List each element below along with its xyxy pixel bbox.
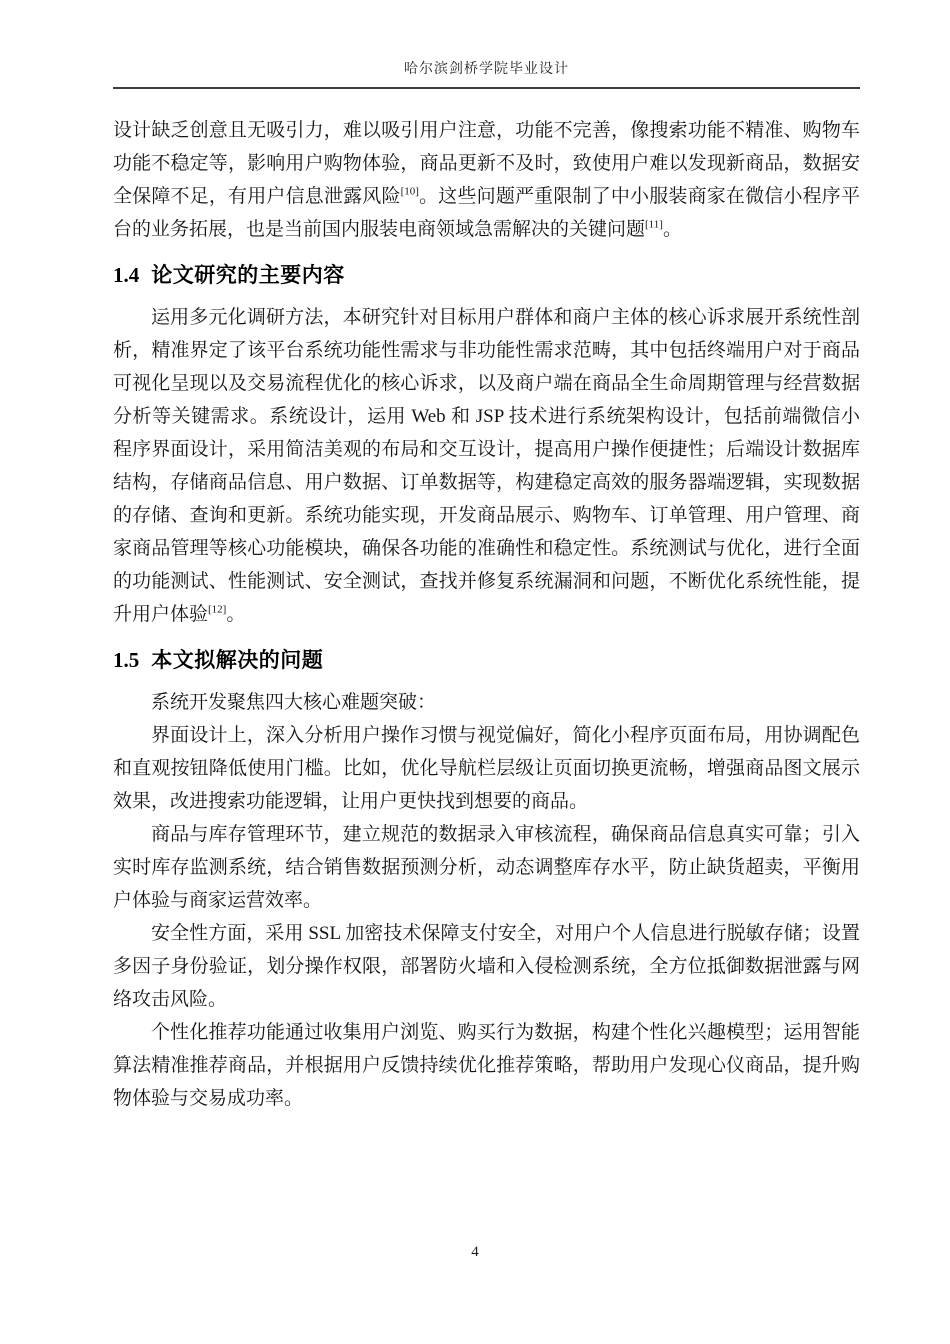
section-number: 1.4 bbox=[113, 263, 140, 287]
paragraph: 个性化推荐功能通过收集用户浏览、购买行为数据，构建个性化兴趣模型；运用智能算法精准推荐商品，并根据用户反馈持续优化推荐策略，帮助用户发现心仪商品，提升购物体验与交易成功率。 bbox=[113, 1022, 860, 1109]
page-number: 4 bbox=[471, 1244, 479, 1260]
paragraph: 运用多元化调研方法，本研究针对目标用户群体和商户主体的核心诉求展开系统性剖析，精准界定了该平台系统功能性需求与非功能性需求范畴，其中包括终端用户对于商品可视化呈现以及交易流程优化的核心诉求，以及商户端在商品全生命周期管理与经营数据分析等关键需求。系统设计，运用 Web 和 JSP 技术进行系统架构设计，包括前端微信小 程序界面设计，采用简洁美观的布局和交互设计，提高用户操作便捷性；后端设计数据库 结构，存储商品信息、用户数据、订单数据等，构建稳定高效的服务器端逻辑，实现数据 的存储、查询和更新。系统功能实现，开发商品展示、购物车、订单管理、用户管理、商 家商品管理等核心功能模块，确保各功能的准确性和稳定性。系统测试与优化，进行全面 的功能测试、性能测试、安全测试，查找并修复系统漏洞和问题，不断优化系统性能，提 升用户体验[12]。 bbox=[113, 307, 860, 625]
section-title: 本文拟解决的问题 bbox=[151, 649, 324, 672]
citation-ref: [10] bbox=[400, 185, 419, 198]
section-heading bbox=[113, 259, 860, 289]
paragraph: 设计缺乏创意且无吸引力，难以吸引用户注意，功能不完善，像搜索功能不精准、购物车功能不稳定等，影响用户购物体验，商品更新不及时，致使用户难以发现新商品，数据安全保障不足，有用户信息泄露风险[10]。这些问题严重限制了中小服装商家在微信小程序平 台的业务拓展，也是当前国内服装电商领域急需解决的关键问题[11]。 bbox=[113, 120, 860, 240]
paragraph: 商品与库存管理环节，建立规范的数据录入审核流程，确保商品信息真实可靠；引入实时库存监测系统，结合销售数据预测分析，动态调整库存水平，防止缺货超卖，平衡用户体验与商家运营效率。 bbox=[113, 824, 860, 911]
section-title: 论文研究的主要内容 bbox=[151, 264, 345, 287]
paragraph: 界面设计上，深入分析用户操作习惯与视觉偏好，简化小程序页面布局，用协调配色和直观按钮降低使用门槛。比如，优化导航栏层级让页面切换更流畅，增强商品图文展示效果，改进搜索功能逻辑，让用户更快找到想要的商品。 bbox=[113, 725, 860, 812]
paragraph: 系统开发聚焦四大核心难题突破： bbox=[151, 692, 437, 713]
page-header: 哈尔滨剑桥学院毕业设计 bbox=[113, 58, 860, 89]
citation-ref: [11] bbox=[645, 218, 663, 231]
section-number: 1.5 bbox=[113, 648, 140, 672]
paragraph: 安全性方面，采用 SSL 加密技术保障支付安全，对用户个人信息进行脱敏存储；设置多因子身份验证，划分操作权限，部署防火墙和入侵检测系统，全方位抵御数据泄露与网络攻击风险。 bbox=[113, 923, 860, 1010]
section-heading bbox=[113, 644, 860, 674]
document-body bbox=[113, 114, 860, 1115]
citation-ref: [12] bbox=[208, 603, 227, 616]
